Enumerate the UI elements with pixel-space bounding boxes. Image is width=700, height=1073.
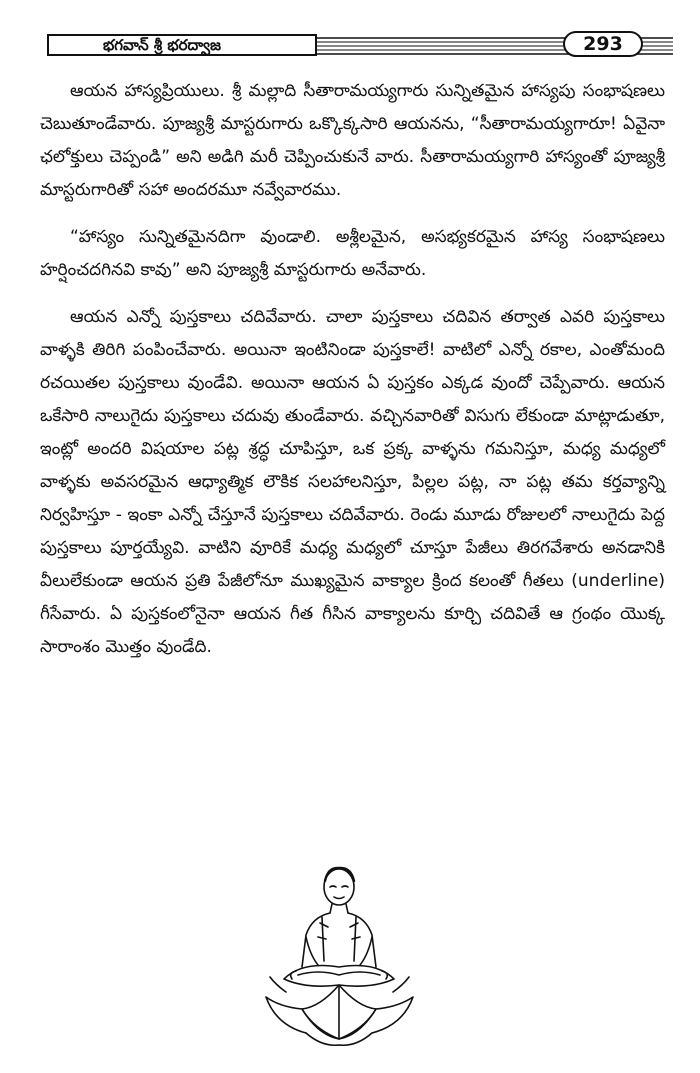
body-text — [40, 75, 665, 678]
running-title: భగవాన్ శ్రీ భరద్వాజ — [47, 34, 317, 56]
paragraph-2: “హాస్యం సున్నితమైనదిగా వుండాలి. అశ్లీలమైన, అసభ్యకరమైన హాస్య సంభాషణలు హర్షించదగినవి కావు” అని పూజ్యశ్రీ మాస్టరుగారు అనేవారు. — [40, 227, 665, 280]
paragraph-1: ఆయన హాస్యప్రియులు. శ్రీ మల్లాది సీతారామయ్యగారు సున్నితమైన హాస్యపు సంభాషణలు చెబుతూండేవారు. పూజ్యశ్రీ మాస్టరుగారు ఒక్కొక్కసారి ఆయనను, “సీతారామయ్యగారూ! ఏవైనా ఛలోక్తులు చెప్పండి” అని అడిగి మరీ చెప్పించుకునే వారు. సీతారామయ్యగారి హాస్యంతో పూజ్యశ్రీ మాస్టరుగారితో సహా అందరమూ నవ్వేవారము. — [40, 81, 665, 200]
paragraph-3: ఆయన ఎన్నో పుస్తకాలు చదివేవారు. చాలా పుస్తకాలు చదివిన తర్వాత ఎవరి పుస్తకాలు వాళ్ళకి తిరిగి పంపించేవారు. అయినా ఇంటినిండా పుస్తకాలే! వాటిలో ఎన్నో రకాల, ఎంతోమంది రచయితల పుస్తకాలు వుండేవి. అయినా ఆయన ఏ పుస్తకం ఎక్కడ వుందో చెప్పేవారు. ఆయన ఒకేసారి నాలుగైదు పుస్తకాలు చదువు తుండేవారు. వచ్చినవారితో విసుగు లేకుండా మాట్లాడుతూ, ఇంట్లో అందరి విషయాల పట్ల శ్రద్ధ చూపిస్తూ, ఒక ప్రక్క వాళ్ళను గమనిస్తూ, మధ్య మధ్యలో వాళ్ళకు అవసరమైన ఆధ్యాత్మిక లౌకిక సలహాలనిస్తూ, పిల్లల పట్ల, నా పట్ల తమ కర్తవ్యాన్ని నిర్వహిస్తూ - ఇంకా ఎన్నో చేస్తూనే పుస్తకాలు చదివేవారు. రెండు మూడు రోజులలో నాలుగైదు పెద్ద పుస్తకాలు పూర్తయ్యేవి. వాటిని వూరికే మధ్య మధ్యలో చూస్తూ పేజీలు తిరగవేశారు అనడానికి వీలులేకుండా ఆయన ప్రతి పేజీలోనూ ముఖ్యమైన వాక్యాల క్రింద కలంతో గీతలు (underline) గీసేవారు. ఏ పుస్తకంలోనైనా ఆయన గీత గీసిన వాక్యాలను కూర్చి చదివితే ఆ గ్రంథం యొక్క సారాంశం మొత్తం వుండేది. — [40, 307, 665, 657]
page-header — [47, 28, 673, 60]
page-number: 293 — [563, 31, 643, 57]
seated-master-on-lotus-icon — [262, 857, 417, 1052]
